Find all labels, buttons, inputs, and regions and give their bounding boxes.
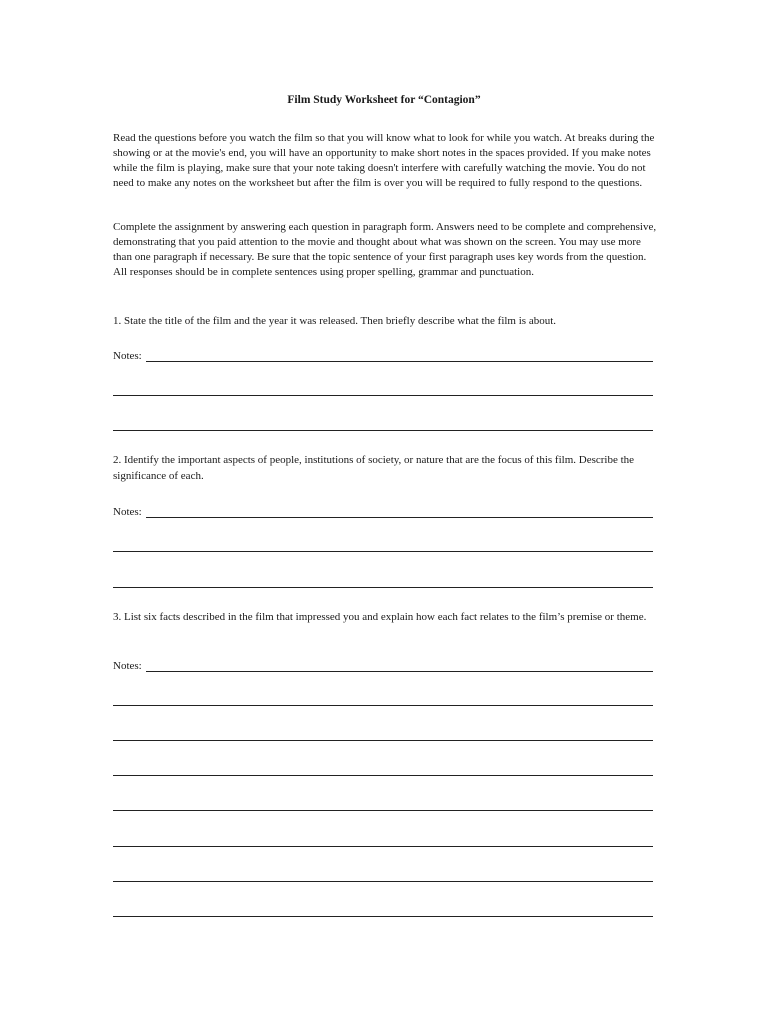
answer-line[interactable] [113, 705, 653, 706]
answer-line[interactable] [146, 507, 653, 518]
answer-line[interactable] [113, 810, 653, 811]
answer-line[interactable] [113, 916, 653, 917]
answer-line[interactable] [113, 881, 653, 882]
answer-line[interactable] [113, 846, 653, 847]
answer-line[interactable] [113, 551, 653, 552]
answer-line[interactable] [113, 395, 653, 396]
notes-line-q3[interactable] [113, 658, 653, 672]
answer-line[interactable] [113, 430, 653, 431]
notes-label: Notes: [113, 660, 145, 672]
worksheet-title: Film Study Worksheet for “Contagion” [287, 94, 481, 106]
notes-label: Notes: [113, 350, 145, 362]
answer-line[interactable] [146, 351, 653, 362]
answer-line[interactable] [113, 775, 653, 776]
notes-line-q2[interactable] [113, 504, 653, 518]
intro-paragraph-2: Complete the assignment by answering each question in paragraph form. Answers need to be complete and comprehensive, demonstrating that you paid attention to the movie and thought about what was shown on the screen. You may use more than one paragraph if necessary. Be sure that the topic sentence of your first paragraph uses key words from the question. All responses should be in complete sentences using proper spelling, grammar and punctuation. [113, 221, 657, 278]
notes-line-q1[interactable] [113, 348, 653, 362]
intro-paragraph-1: Read the questions before you watch the film so that you will know what to look for while you watch. At breaks during the showing or at the movie's end, you will have an opportunity to make short notes in the spaces provided. If you make notes while the film is playing, make sure that your note taking doesn't interfere with carefully watching the movie. You do not need to make any notes on the worksheet but after the film is over you will be required to fully respond to the questions. [113, 132, 655, 189]
answer-line[interactable] [146, 661, 653, 672]
question-3: 3. List six facts described in the film that impressed you and explain how each fact relates to the film’s premise or theme. [113, 611, 647, 623]
answer-line[interactable] [113, 740, 653, 741]
notes-label: Notes: [113, 506, 145, 518]
answer-line[interactable] [113, 587, 653, 588]
question-1: 1. State the title of the film and the year it was released. Then briefly describe what the film is about. [113, 315, 557, 327]
question-2: 2. Identify the important aspects of people, institutions of society, or nature that are the focus of this film. Describe the significance of each. [113, 454, 635, 482]
